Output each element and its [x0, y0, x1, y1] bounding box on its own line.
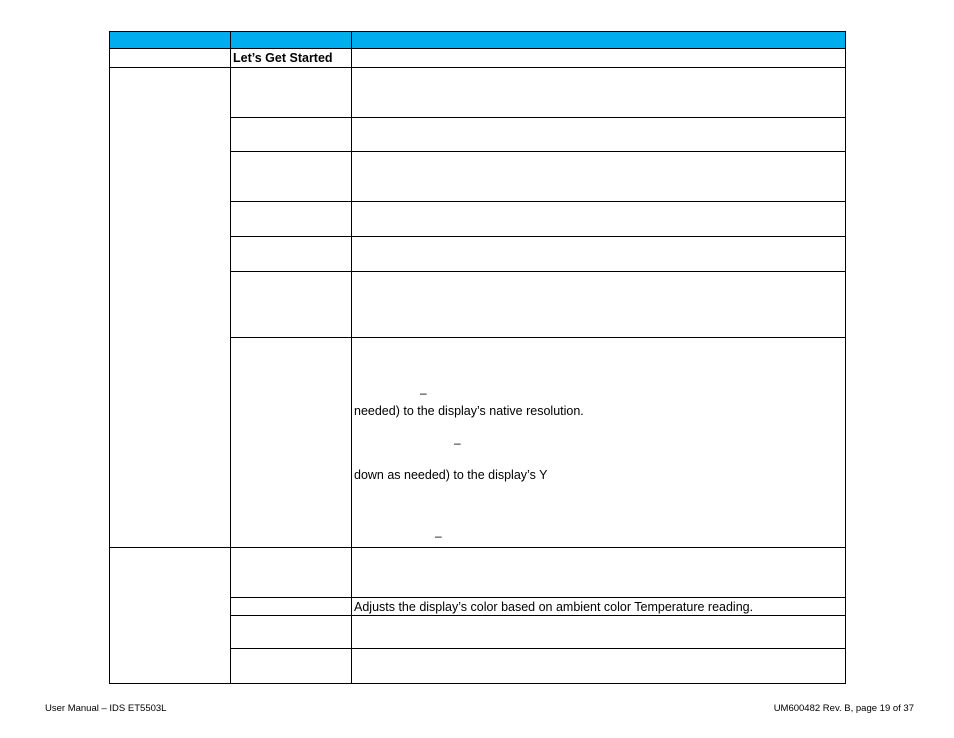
dash-mark: – — [454, 436, 461, 450]
scaling-description-cell — [352, 338, 846, 548]
scaling-text-line-2: down as needed) to the display’s Y — [354, 468, 548, 482]
header-cell-2 — [231, 32, 352, 49]
footer-document-title: User Manual – IDS ET5503L — [45, 703, 167, 714]
dash-mark: – — [420, 386, 427, 400]
header-cell-3 — [352, 32, 846, 49]
table-row — [110, 68, 846, 118]
scaling-text-line-1: needed) to the display’s native resolution. — [354, 404, 584, 418]
ambient-color-description: Adjusts the display’s color based on ambient color Temperature reading. — [352, 598, 846, 616]
table-row — [110, 49, 846, 68]
footer-page-info: UM600482 Rev. B, page 19 of 37 — [773, 703, 914, 714]
group-cell-2 — [110, 548, 231, 684]
section-title: Let’s Get Started — [231, 49, 352, 68]
dash-mark: – — [435, 529, 442, 543]
group-cell-1 — [110, 68, 231, 548]
header-cell-1 — [110, 32, 231, 49]
table-row — [110, 548, 846, 598]
osd-settings-table — [109, 31, 846, 684]
table-header-row — [110, 32, 846, 49]
